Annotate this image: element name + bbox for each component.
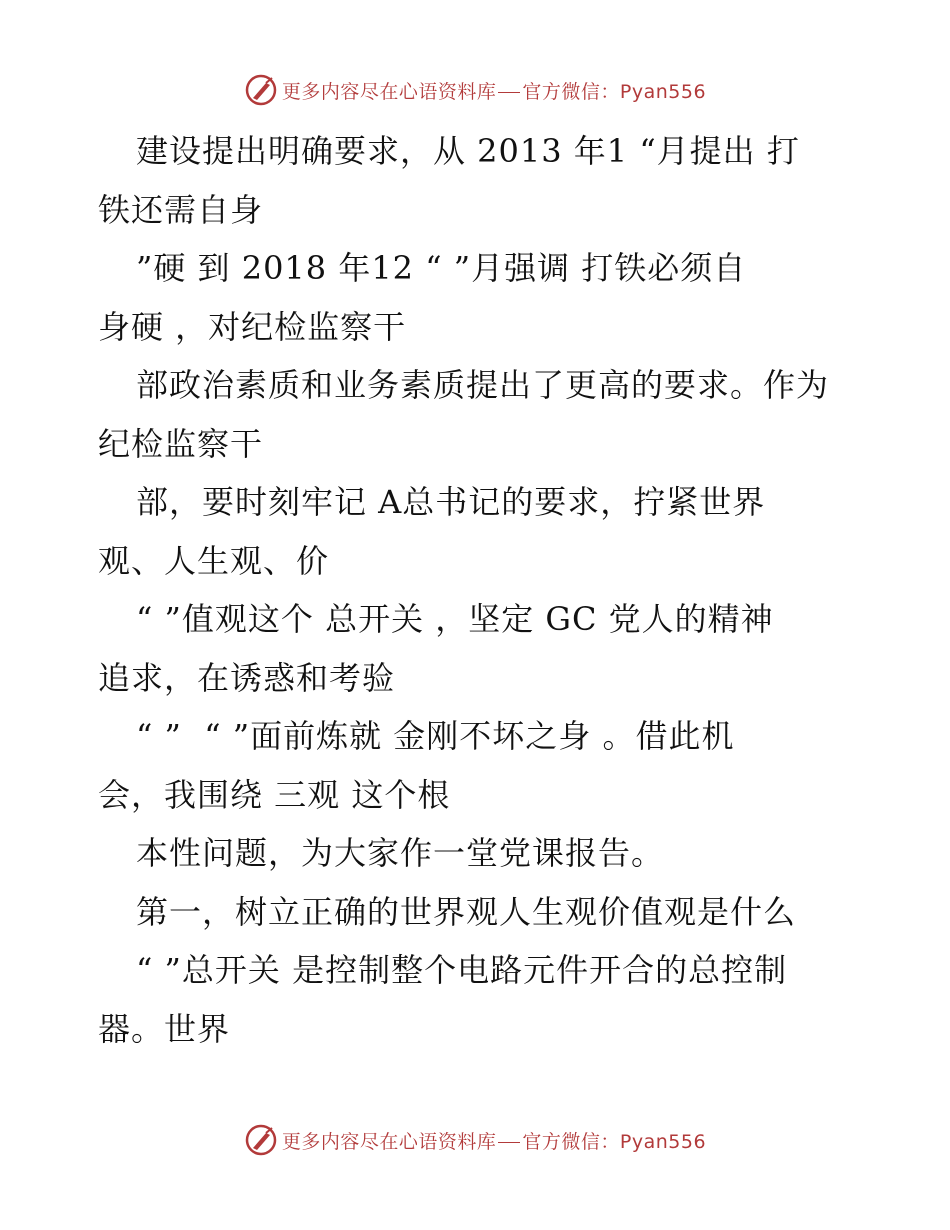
body-line: “ ” “ ”面前炼就 金刚不坏之身 。借此机: [136, 717, 735, 755]
body-line: 追求，在诱惑和考验: [98, 658, 396, 697]
quill-pen-seal-icon: [244, 73, 278, 107]
body-line: “ ”总开关 是控制整个电路元件开合的总控制: [136, 951, 788, 989]
body-line: ”硬 到 2018 年12 “ ”月强调 打铁必须自: [136, 249, 747, 287]
watermark-text: [282, 1127, 706, 1154]
body-line: 第一，树立正确的世界观人生观价值观是什么: [136, 892, 797, 931]
body-line: 会，我围绕 三观 这个根: [98, 775, 451, 814]
body-line: 纪检监察干: [98, 424, 264, 463]
header-watermark: [0, 70, 950, 110]
watermark-text: [282, 77, 706, 104]
watermark-account: 官方微信：Pyan556: [522, 1130, 707, 1153]
body-line: 建设提出明确要求，从 2013 年1 “月提出 打: [136, 132, 800, 170]
body-line: 本性问题，为大家作一堂党课报告。: [136, 834, 665, 872]
body-line: 器。世界: [98, 1009, 231, 1048]
watermark-main: 更多内容尽在心语资料库: [281, 1130, 497, 1153]
watermark-dash: [498, 92, 520, 93]
body-line: 观、人生观、价: [98, 541, 330, 580]
body-line: 部政治素质和业务素质提出了更高的要求。作为: [136, 366, 830, 404]
body-line: 铁还需自身: [98, 190, 264, 229]
quill-pen-seal-icon: [244, 1123, 278, 1157]
body-line: 部，要时刻牢记 A总书记的要求，拧紧世界: [136, 483, 766, 521]
footer-watermark: [0, 1120, 950, 1160]
document-body: [98, 122, 858, 1058]
watermark-dash: [498, 1142, 520, 1143]
body-line: 身硬 ，对纪检监察干: [98, 307, 407, 346]
body-line: “ ”值观这个 总开关 ，坚定 GC 党人的精神: [136, 600, 774, 638]
watermark-main: 更多内容尽在心语资料库: [281, 80, 497, 103]
watermark-account: 官方微信：Pyan556: [522, 80, 707, 103]
